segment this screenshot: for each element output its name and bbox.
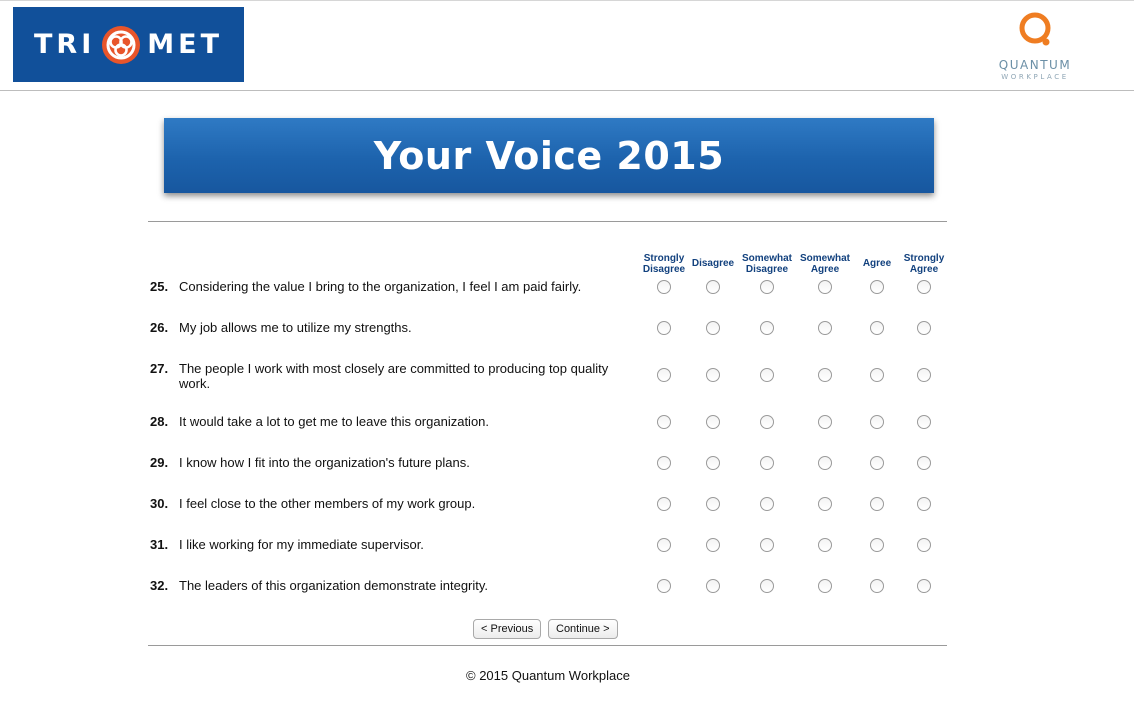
- radio-agree[interactable]: [870, 456, 884, 470]
- scale-header-strongly-disagree: Strongly Disagree: [642, 253, 686, 275]
- trimet-logo-right-text: MET: [147, 29, 223, 60]
- quantum-workplace-logo: [991, 11, 1079, 81]
- question-number: 25.: [150, 279, 169, 294]
- radio-somewhat-agree[interactable]: [818, 497, 832, 511]
- survey-banner: [164, 118, 934, 193]
- question-number: 26.: [150, 320, 169, 335]
- scale-header-disagree: Disagree: [691, 258, 735, 269]
- radio-somewhat-agree[interactable]: [818, 579, 832, 593]
- question-text: The leaders of this organization demonstrate integrity.: [179, 578, 489, 593]
- question-text: The people I work with most closely are committed to producing top quality work.: [179, 361, 609, 391]
- radio-disagree[interactable]: [706, 415, 720, 429]
- question-text: I feel close to the other members of my work group.: [179, 496, 476, 511]
- radio-somewhat-agree[interactable]: [818, 415, 832, 429]
- radio-somewhat-agree[interactable]: [818, 321, 832, 335]
- radio-agree[interactable]: [870, 415, 884, 429]
- question-number: 32.: [150, 578, 169, 593]
- scale-header-somewhat-disagree: Somewhat Disagree: [741, 253, 792, 275]
- radio-strongly-disagree[interactable]: [657, 368, 671, 382]
- radio-disagree[interactable]: [706, 579, 720, 593]
- radio-strongly-agree[interactable]: [917, 321, 931, 335]
- bottom-divider: [148, 645, 947, 646]
- footer-copyright: © 2015 Quantum Workplace: [466, 668, 630, 683]
- radio-strongly-agree[interactable]: [917, 368, 931, 382]
- trimet-logo-left-text: TRI: [34, 29, 96, 60]
- radio-strongly-disagree[interactable]: [657, 456, 671, 470]
- scale-header-agree: Agree: [862, 258, 892, 269]
- question-row: [150, 279, 640, 294]
- quantum-q-icon: [1015, 11, 1055, 49]
- radio-strongly-disagree[interactable]: [657, 280, 671, 294]
- radio-somewhat-disagree[interactable]: [760, 415, 774, 429]
- question-row: [150, 361, 640, 391]
- question-row: [150, 414, 640, 429]
- question-number: 29.: [150, 455, 169, 470]
- radio-disagree[interactable]: [706, 280, 720, 294]
- question-number: 30.: [150, 496, 169, 511]
- radio-somewhat-agree[interactable]: [818, 456, 832, 470]
- question-text: I like working for my immediate supervisor.: [179, 537, 424, 552]
- question-number: 27.: [150, 361, 169, 376]
- question-row: [150, 578, 640, 593]
- question-row: [150, 537, 640, 552]
- quantum-logo-subtext: WORKPLACE: [1001, 73, 1069, 81]
- radio-somewhat-disagree[interactable]: [760, 456, 774, 470]
- continue-button[interactable]: Continue >: [548, 619, 618, 639]
- top-divider: [148, 221, 947, 222]
- question-row: [150, 496, 640, 511]
- radio-strongly-agree[interactable]: [917, 415, 931, 429]
- radio-disagree[interactable]: [706, 368, 720, 382]
- radio-strongly-disagree[interactable]: [657, 497, 671, 511]
- question-text: It would take a lot to get me to leave this organization.: [179, 414, 490, 429]
- radio-strongly-disagree[interactable]: [657, 579, 671, 593]
- question-text: My job allows me to utilize my strengths.: [179, 320, 412, 335]
- radio-somewhat-agree[interactable]: [818, 368, 832, 382]
- radio-agree[interactable]: [870, 321, 884, 335]
- radio-somewhat-disagree[interactable]: [760, 321, 774, 335]
- question-number: 31.: [150, 537, 169, 552]
- scale-header-strongly-agree: Strongly Agree: [903, 253, 945, 275]
- radio-disagree[interactable]: [706, 321, 720, 335]
- radio-strongly-agree[interactable]: [917, 538, 931, 552]
- radio-somewhat-agree[interactable]: [818, 280, 832, 294]
- survey-title: Your Voice 2015: [373, 133, 725, 178]
- quantum-logo-text: QUANTUM: [998, 58, 1072, 72]
- radio-agree[interactable]: [870, 368, 884, 382]
- question-row: [150, 320, 640, 335]
- radio-somewhat-disagree[interactable]: [760, 280, 774, 294]
- question-row: [150, 455, 640, 470]
- radio-somewhat-disagree[interactable]: [760, 368, 774, 382]
- radio-agree[interactable]: [870, 497, 884, 511]
- trimet-logo: [13, 7, 244, 82]
- radio-strongly-agree[interactable]: [917, 280, 931, 294]
- question-number: 28.: [150, 414, 169, 429]
- radio-strongly-disagree[interactable]: [657, 538, 671, 552]
- radio-somewhat-agree[interactable]: [818, 538, 832, 552]
- question-text: I know how I fit into the organization's future plans.: [179, 455, 470, 470]
- trimet-swirl-icon: [101, 25, 141, 65]
- radio-agree[interactable]: [870, 280, 884, 294]
- radio-strongly-agree[interactable]: [917, 456, 931, 470]
- radio-agree[interactable]: [870, 538, 884, 552]
- previous-button[interactable]: < Previous: [473, 619, 541, 639]
- radio-somewhat-disagree[interactable]: [760, 497, 774, 511]
- radio-somewhat-disagree[interactable]: [760, 579, 774, 593]
- radio-strongly-disagree[interactable]: [657, 415, 671, 429]
- radio-somewhat-disagree[interactable]: [760, 538, 774, 552]
- radio-disagree[interactable]: [706, 538, 720, 552]
- radio-disagree[interactable]: [706, 456, 720, 470]
- radio-disagree[interactable]: [706, 497, 720, 511]
- radio-strongly-agree[interactable]: [917, 579, 931, 593]
- radio-strongly-disagree[interactable]: [657, 321, 671, 335]
- scale-header-somewhat-agree: Somewhat Agree: [799, 253, 850, 275]
- radio-agree[interactable]: [870, 579, 884, 593]
- radio-strongly-agree[interactable]: [917, 497, 931, 511]
- page-header: [0, 0, 1134, 91]
- question-text: Considering the value I bring to the organization, I feel I am paid fairly.: [179, 279, 582, 294]
